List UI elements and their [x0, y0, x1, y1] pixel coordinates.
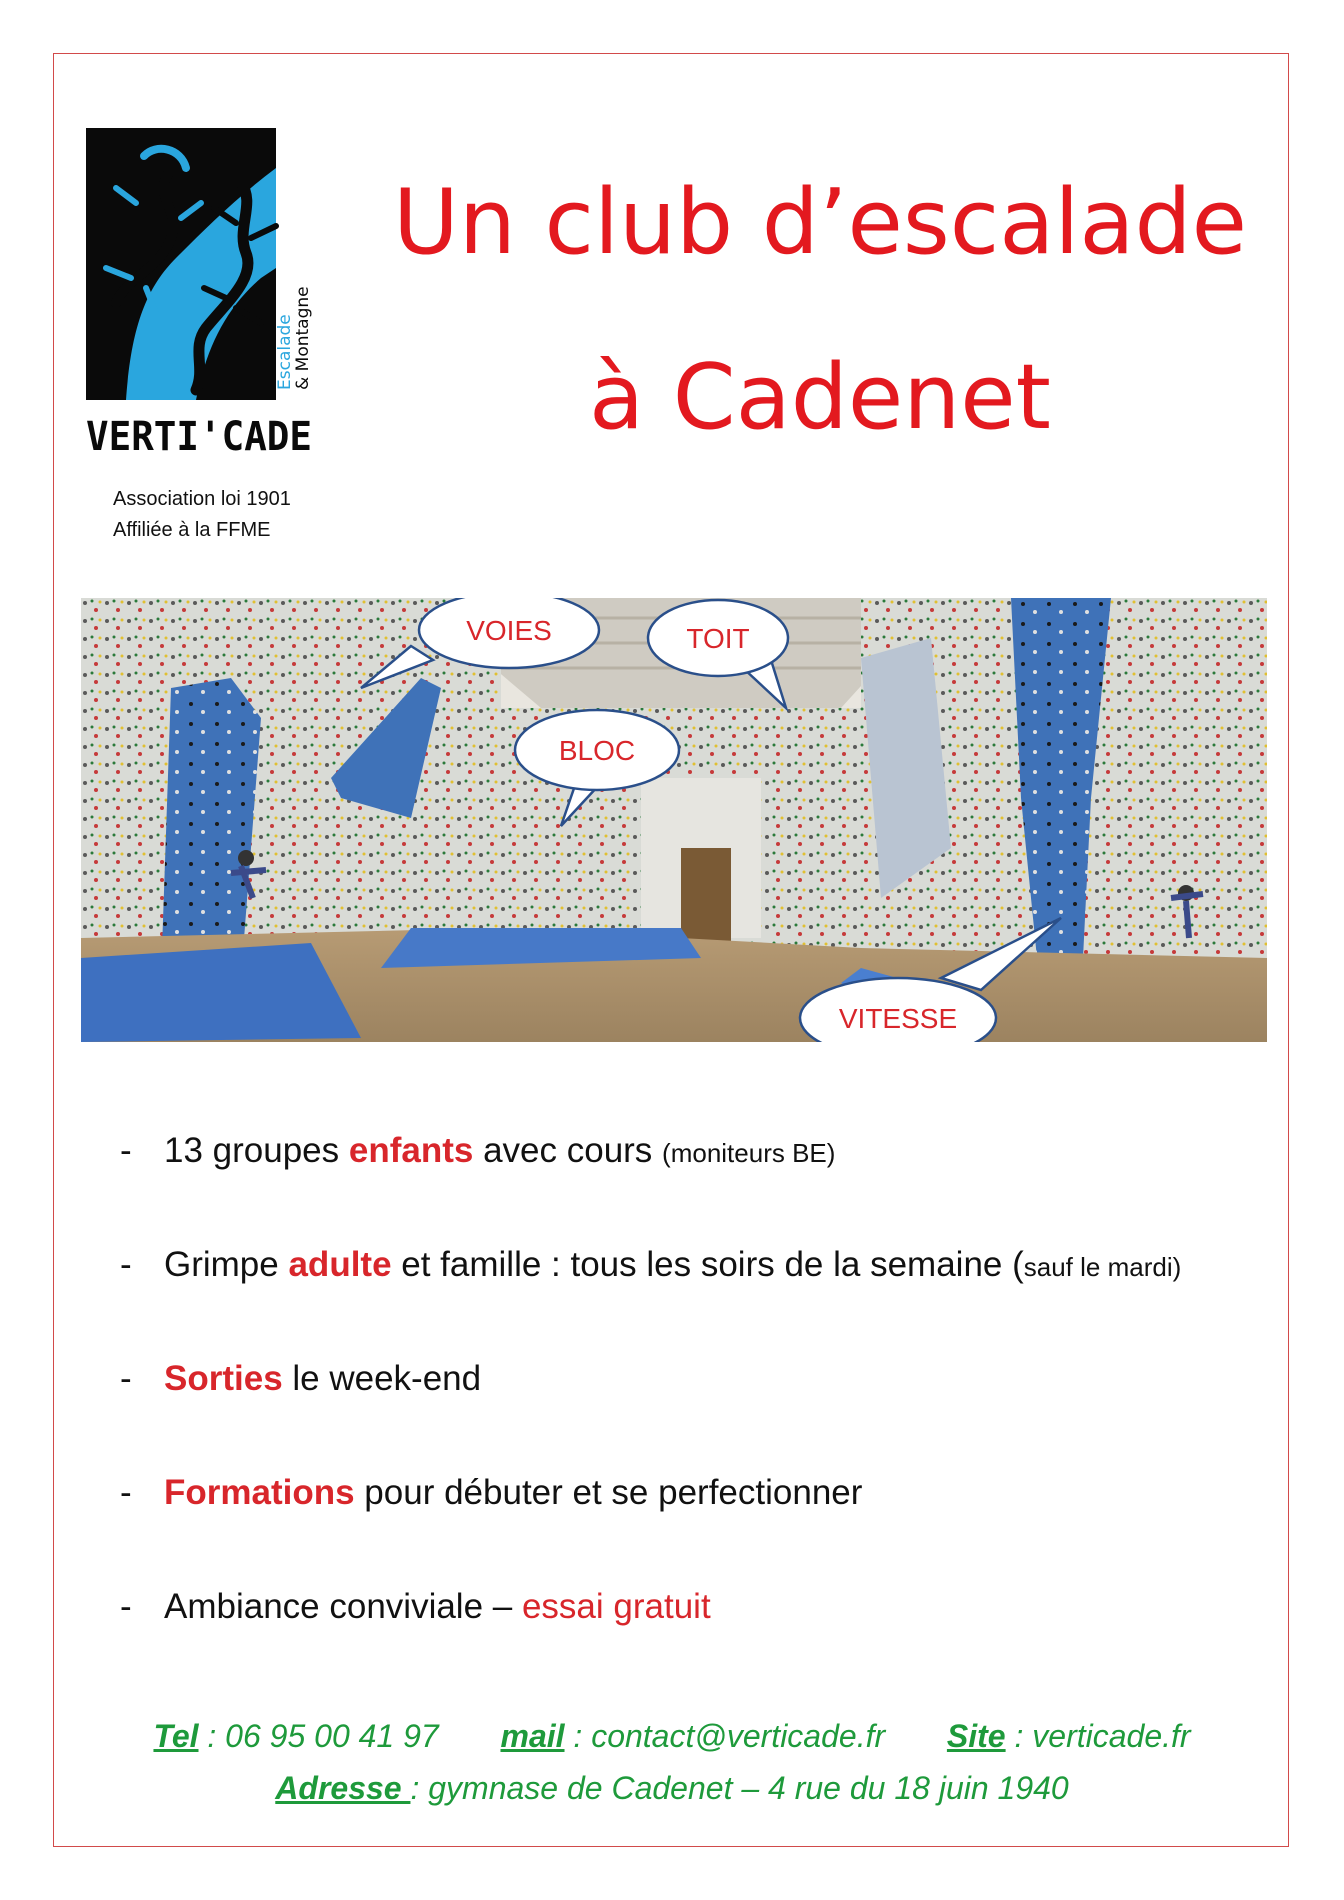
site-value[interactable]: : verticade.fr — [1005, 1718, 1191, 1754]
assoc-line-1: Association loi 1901 — [113, 488, 291, 510]
bullet-dash: - — [120, 1359, 132, 1398]
feature-list — [120, 1130, 1270, 1628]
mail-label: mail — [500, 1718, 565, 1754]
club-logo — [86, 128, 312, 456]
bullet-text: pour débuter et se perfectionner — [354, 1473, 863, 1512]
bullet-dash: - — [120, 1587, 132, 1626]
bullet-highlight: Formations — [164, 1473, 355, 1512]
list-item — [120, 1130, 1270, 1172]
bullet-highlight: Sorties — [164, 1359, 283, 1398]
list-item — [120, 1358, 1270, 1400]
logo-tagline-2: & Montagne — [293, 286, 312, 390]
logo-name: VERTI'CADE — [86, 414, 312, 456]
contact-line-1 — [60, 1718, 1284, 1755]
bullet-dash: - — [120, 1473, 132, 1512]
list-item — [120, 1244, 1270, 1286]
bullet-text: et famille : tous les soirs de la semaine ( — [391, 1245, 1024, 1284]
bullet-note: (moniteurs BE) — [662, 1138, 836, 1168]
tel-value[interactable]: : 06 95 00 41 97 — [198, 1718, 439, 1754]
contact-line-2 — [60, 1770, 1284, 1807]
bullet-dash: - — [120, 1131, 132, 1170]
bullet-text: 13 groupes — [164, 1131, 349, 1170]
address-label: Adresse — [275, 1770, 411, 1806]
page-title-line-1: Un club d’escalade — [392, 170, 1248, 275]
label-toit-text: TOIT — [686, 623, 750, 654]
bullet-dash: - — [120, 1245, 132, 1284]
address-value: : gymnase de Cadenet – 4 rue du 18 juin 1940 — [410, 1770, 1069, 1806]
list-item — [120, 1586, 1270, 1628]
association-info — [113, 484, 291, 546]
logo-tagline-1: Escalade — [275, 314, 295, 390]
label-vitesse-text: VITESSE — [838, 1003, 958, 1034]
bullet-highlight: essai gratuit — [521, 1587, 711, 1626]
gym-photo — [81, 598, 1267, 1042]
label-bloc-text: BLOC — [558, 735, 636, 766]
bullet-highlight: enfants — [348, 1131, 474, 1170]
mail-value[interactable]: : contact@verticade.fr — [564, 1718, 886, 1754]
bullet-note: sauf le mardi) — [1023, 1252, 1182, 1282]
bullet-text: Ambiance conviviale – — [164, 1587, 522, 1626]
bullet-text: Grimpe — [164, 1245, 289, 1284]
assoc-line-2: Affiliée à la FFME — [113, 519, 271, 541]
label-voies-text: VOIES — [466, 615, 552, 646]
bullet-highlight: adulte — [288, 1245, 392, 1284]
tel-label: Tel — [153, 1718, 199, 1754]
bullet-text: avec cours — [473, 1131, 663, 1170]
page-title-line-2: à Cadenet — [589, 345, 1051, 450]
bullet-text: le week-end — [282, 1359, 482, 1398]
site-label: Site — [946, 1718, 1006, 1754]
list-item — [120, 1472, 1270, 1514]
